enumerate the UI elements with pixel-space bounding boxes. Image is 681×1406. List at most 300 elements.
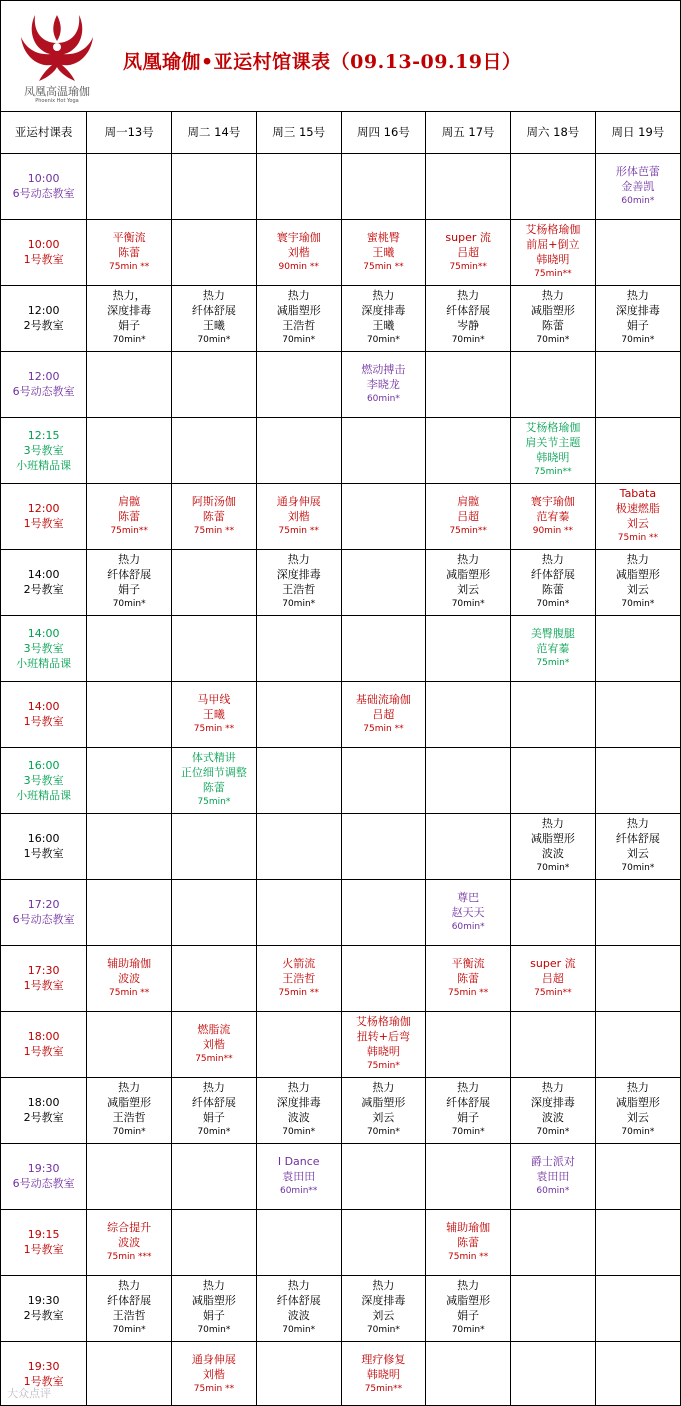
class-cell: [511, 615, 596, 681]
class-info: 深度排毒: [361, 304, 406, 317]
class-info: 热力: [202, 1279, 225, 1292]
time-room-cell: [1, 615, 87, 681]
class-duration: 70min*: [451, 1127, 485, 1137]
empty-cell: [341, 1143, 426, 1209]
class-time: 14:00: [27, 568, 60, 581]
class-cell: [426, 879, 511, 945]
class-cell: [172, 1341, 257, 1406]
schedule-row: [1, 747, 680, 813]
class-info: 燃脂流: [197, 1022, 231, 1036]
class-cell: [172, 1077, 257, 1143]
room-label: 1号教室: [23, 517, 64, 530]
class-duration: 70min*: [282, 599, 316, 609]
empty-cell: [172, 153, 257, 219]
header-cell-tue: 周二 14号: [172, 112, 257, 153]
schedule-row: [1, 1011, 680, 1077]
empty-cell: [172, 351, 257, 417]
class-info: 基础流瑜伽: [355, 692, 411, 706]
class-cell: [172, 1275, 257, 1341]
class-duration: 75min **: [448, 987, 489, 998]
class-duration: 70min*: [112, 335, 146, 345]
class-duration: 70min*: [197, 335, 231, 345]
empty-cell: [595, 1275, 680, 1341]
class-duration: 75min **: [109, 261, 150, 272]
class-duration: 60min*: [451, 921, 485, 932]
time-room-cell: [1, 1209, 87, 1275]
class-duration: 75min **: [278, 987, 319, 998]
schedule-row: [1, 153, 680, 219]
empty-cell: [341, 549, 426, 615]
schedule-row: [1, 417, 680, 483]
watermark-text: 大众点评: [7, 1387, 51, 1400]
class-info: 韩晓明: [536, 253, 570, 266]
class-duration: 75min **: [193, 1383, 235, 1394]
header-cell-sun: 周日 19号: [595, 112, 680, 153]
class-cell: [256, 219, 341, 285]
class-duration: 90min **: [532, 525, 574, 536]
time-room-cell: [1, 681, 87, 747]
schedule-row: [1, 285, 680, 351]
class-cell: [256, 549, 341, 615]
empty-cell: [426, 747, 511, 813]
class-info: 减脂塑形: [361, 1096, 406, 1109]
class-info: 减脂塑形: [530, 304, 575, 317]
empty-cell: [511, 1209, 596, 1275]
class-duration: 70min*: [282, 335, 316, 345]
class-duration: 60min*: [536, 1185, 570, 1196]
class-info: 刘楷: [202, 1367, 225, 1381]
class-cell: [595, 153, 680, 219]
class-duration: 75min**: [534, 467, 572, 477]
class-info: 波波: [287, 1309, 310, 1322]
class-duration: 75min **: [617, 533, 659, 543]
time-room-cell: [1, 1143, 87, 1209]
class-duration: 70min*: [197, 1325, 231, 1335]
class-cell: [426, 1275, 511, 1341]
header-cell-wed: 周三 15号: [256, 112, 341, 153]
class-info: 热力: [541, 289, 564, 302]
time-room-cell: [1, 1275, 87, 1341]
class-cell: [172, 1011, 257, 1077]
schedule-row: [1, 879, 680, 945]
schedule-body: [1, 153, 680, 1406]
empty-cell: [87, 417, 172, 483]
class-info: 热力: [541, 817, 564, 830]
class-info: 热力: [118, 553, 141, 566]
class-info: 陈蕾: [541, 583, 564, 596]
class-info: 肩髋: [118, 494, 141, 508]
class-info: 极速燃脂: [615, 502, 660, 515]
room-label: 6号动态教室: [12, 1177, 75, 1190]
class-info: 热力: [202, 289, 225, 302]
time-room-cell: [1, 483, 87, 549]
empty-cell: [426, 681, 511, 747]
empty-cell: [341, 1209, 426, 1275]
empty-cell: [341, 615, 426, 681]
class-info: 李晓龙: [366, 377, 400, 391]
empty-cell: [595, 219, 680, 285]
class-info: 蜜桃臀: [366, 230, 400, 244]
class-time: 12:00: [27, 370, 60, 383]
class-cell: [172, 747, 257, 813]
class-info: super 流: [445, 230, 491, 244]
class-time: 17:20: [27, 898, 60, 911]
class-duration: 70min*: [451, 1325, 485, 1335]
class-info: 热力: [118, 1279, 141, 1292]
empty-cell: [341, 417, 426, 483]
schedule-row: [1, 1341, 680, 1406]
class-info: 陈蕾: [457, 1235, 480, 1249]
class-cell: [595, 285, 680, 351]
class-cell: [341, 681, 426, 747]
class-cell: [511, 285, 596, 351]
class-info: 肩关节主题: [525, 436, 581, 449]
class-duration: 75min**: [364, 1383, 403, 1394]
empty-cell: [87, 1011, 172, 1077]
class-duration: 60min**: [279, 1185, 318, 1196]
class-duration: 75min **: [193, 525, 235, 536]
class-info: 热力: [626, 1081, 649, 1094]
empty-cell: [341, 813, 426, 879]
schedule-row: [1, 945, 680, 1011]
class-info: 热力: [626, 817, 649, 830]
empty-cell: [426, 1011, 511, 1077]
class-info: 热力: [457, 1081, 480, 1094]
class-cell: [256, 483, 341, 549]
class-info: 纤体舒展: [276, 1294, 321, 1307]
class-info: 纤体舒展: [615, 832, 660, 845]
class-duration: 90min **: [278, 261, 319, 272]
class-duration: 70min*: [366, 335, 400, 345]
class-info: 韩晓明: [366, 1045, 400, 1058]
class-info: 深度排毒: [615, 304, 660, 317]
class-info: 热力，: [112, 289, 146, 302]
empty-cell: [595, 747, 680, 813]
class-info: 热力: [626, 553, 649, 566]
room-label: 小班精品课: [16, 788, 72, 802]
empty-cell: [256, 1341, 341, 1406]
class-time: 10:00: [27, 172, 60, 185]
class-duration: 60min*: [621, 195, 655, 206]
empty-cell: [87, 813, 172, 879]
class-info: 深度排毒: [276, 1096, 321, 1109]
class-cell: [87, 483, 172, 549]
class-info: 刘云: [372, 1309, 395, 1322]
class-time: 19:30: [27, 1294, 60, 1307]
schedule-row: [1, 615, 680, 681]
room-label: 小班精品课: [16, 458, 72, 472]
class-duration: 70min*: [366, 1127, 400, 1137]
class-duration: 75min **: [109, 987, 150, 998]
class-cell: [426, 285, 511, 351]
class-time: 16:00: [27, 832, 60, 845]
class-info: 寰宇瑜伽: [276, 230, 321, 244]
class-cell: [511, 219, 596, 285]
class-cell: [426, 945, 511, 1011]
empty-cell: [172, 879, 257, 945]
class-cell: [87, 285, 172, 351]
class-duration: 75min ***: [106, 1251, 152, 1262]
class-duration: 70min*: [536, 599, 570, 609]
class-cell: [511, 945, 596, 1011]
empty-cell: [595, 1143, 680, 1209]
class-duration: 75min*: [536, 657, 570, 668]
class-duration: 75min **: [448, 1251, 489, 1262]
empty-cell: [426, 1341, 511, 1406]
empty-cell: [87, 879, 172, 945]
empty-cell: [595, 1209, 680, 1275]
class-info: 辅助瑜伽: [107, 956, 152, 970]
class-cell: [426, 549, 511, 615]
class-info: 刘云: [626, 847, 649, 860]
class-info: 热力: [457, 289, 480, 302]
class-cell: [341, 1011, 426, 1077]
class-info: 陈蕾: [541, 319, 564, 332]
class-info: 深度排毒: [530, 1096, 575, 1109]
empty-cell: [87, 615, 172, 681]
empty-cell: [511, 747, 596, 813]
empty-cell: [87, 1341, 172, 1406]
class-cell: [87, 549, 172, 615]
class-info: 刘云: [457, 583, 480, 596]
logo-chinese-text: 凤凰高温瑜伽: [24, 85, 90, 98]
class-info: 陈蕾: [202, 781, 225, 794]
class-cell: [511, 417, 596, 483]
class-duration: 75min**: [449, 525, 487, 536]
room-label: 1号教室: [23, 1243, 64, 1256]
class-info: 寰宇瑜伽: [530, 494, 575, 508]
class-cell: [511, 1143, 596, 1209]
time-room-cell: [1, 1011, 87, 1077]
class-info: 纤体舒展: [446, 1096, 491, 1109]
class-info: 金善凯: [621, 179, 655, 193]
class-info: 陈蕾: [202, 509, 225, 523]
class-info: super 流: [530, 956, 576, 970]
class-cell: [256, 1077, 341, 1143]
class-info: 肩髋: [457, 494, 480, 508]
room-label: 6号动态教室: [12, 187, 75, 200]
class-time: 12:00: [27, 502, 60, 515]
empty-cell: [256, 153, 341, 219]
empty-cell: [172, 945, 257, 1011]
class-info: 刘云: [626, 517, 649, 530]
header-cell-sat: 周六 18号: [511, 112, 596, 153]
class-duration: 70min*: [282, 1127, 316, 1137]
class-cell: [426, 219, 511, 285]
class-duration: 70min*: [621, 863, 655, 873]
class-cell: [172, 483, 257, 549]
class-info: 减脂塑形: [530, 832, 575, 845]
class-info: 热力: [287, 1279, 310, 1292]
class-info: 减脂塑形: [446, 568, 491, 581]
class-info: 减脂塑形: [615, 1096, 660, 1109]
room-label: 2号教室: [23, 583, 64, 596]
class-info: 减脂塑形: [446, 1294, 491, 1307]
class-info: 娟子: [202, 1111, 225, 1124]
class-cell: [511, 549, 596, 615]
class-info: 火箭流: [282, 956, 316, 970]
room-label: 小班精品课: [16, 656, 72, 670]
phoenix-icon: [19, 7, 95, 83]
class-info: 范宥蓁: [536, 641, 570, 655]
class-info: 纤体舒展: [107, 568, 152, 581]
class-cell: [426, 1077, 511, 1143]
schedule-row: [1, 1143, 680, 1209]
class-time: 18:00: [27, 1030, 60, 1043]
empty-cell: [172, 219, 257, 285]
class-duration: 70min*: [112, 599, 146, 609]
class-info: 王浩哲: [282, 971, 316, 985]
empty-cell: [595, 945, 680, 1011]
empty-cell: [256, 681, 341, 747]
time-room-cell: [1, 153, 87, 219]
class-info: 王曦: [372, 245, 395, 259]
class-time: 19:30: [27, 1360, 60, 1373]
empty-cell: [426, 615, 511, 681]
class-info: 刘楷: [202, 1037, 225, 1051]
class-info: 王浩哲: [112, 1111, 146, 1124]
class-info: 热力: [541, 553, 564, 566]
class-info: 通身伸展: [191, 1352, 236, 1366]
class-cell: [341, 1341, 426, 1406]
class-cell: [511, 813, 596, 879]
class-info: 陈蕾: [457, 971, 480, 985]
class-info: 王浩哲: [112, 1309, 146, 1322]
header-cell-mon: 周一13号: [87, 112, 172, 153]
empty-cell: [87, 1143, 172, 1209]
room-label: 3号教室: [23, 773, 64, 787]
room-label: 2号教室: [23, 1309, 64, 1322]
class-info: 体式精讲: [191, 751, 236, 764]
class-info: 陈蕾: [118, 245, 141, 259]
class-cell: [511, 483, 596, 549]
class-cell: [87, 1209, 172, 1275]
empty-cell: [426, 351, 511, 417]
empty-cell: [511, 1011, 596, 1077]
class-info: 袁田田: [282, 1169, 316, 1183]
class-info: 娟子: [118, 319, 141, 332]
class-info: 马甲线: [197, 692, 231, 706]
empty-cell: [256, 747, 341, 813]
empty-cell: [87, 681, 172, 747]
schedule-row: [1, 219, 680, 285]
class-info: 热力: [372, 1279, 395, 1292]
time-room-cell: [1, 1077, 87, 1143]
header-cell-venue: 亚运村课表: [1, 112, 87, 153]
class-info: 艾杨格瑜伽: [355, 1015, 411, 1028]
class-info: 陈蕾: [118, 509, 141, 523]
class-info: 纤体舒展: [191, 1096, 236, 1109]
class-info: 热力: [287, 289, 310, 302]
empty-cell: [341, 483, 426, 549]
class-info: 正位细节调整: [180, 766, 247, 779]
class-info: 袁田田: [536, 1169, 570, 1183]
time-room-cell: [1, 351, 87, 417]
schedule-row: [1, 1209, 680, 1275]
empty-cell: [595, 351, 680, 417]
class-info: 通身伸展: [276, 494, 321, 508]
header-cell-thu: 周四 16号: [341, 112, 426, 153]
class-duration: 70min*: [621, 1127, 655, 1137]
header-cell-fri: 周五 17号: [426, 112, 511, 153]
room-label: 6号动态教室: [12, 913, 75, 926]
class-info: 燃动搏击: [361, 362, 406, 376]
room-label: 2号教室: [23, 1111, 64, 1124]
class-info: 热力: [372, 289, 395, 302]
empty-cell: [341, 879, 426, 945]
empty-cell: [256, 417, 341, 483]
class-info: 减脂塑形: [276, 304, 321, 317]
class-duration: 70min*: [197, 1127, 231, 1137]
class-duration: 70min*: [282, 1325, 316, 1335]
empty-cell: [341, 747, 426, 813]
class-info: 爵士派对: [530, 1154, 575, 1168]
class-duration: 75min**: [534, 269, 572, 279]
empty-cell: [511, 1275, 596, 1341]
class-info: 韩晓明: [366, 1367, 400, 1381]
class-duration: 75min **: [193, 723, 235, 734]
class-info: 赵天天: [451, 905, 485, 919]
empty-cell: [426, 417, 511, 483]
empty-cell: [256, 351, 341, 417]
class-info: 纤体舒展: [530, 568, 575, 581]
empty-cell: [595, 1011, 680, 1077]
header: [1, 1, 680, 112]
class-cell: [87, 945, 172, 1011]
class-info: 尊巴: [457, 890, 480, 904]
class-duration: 75min**: [449, 261, 487, 272]
class-info: 娟子: [626, 319, 649, 332]
class-cell: [341, 1275, 426, 1341]
class-info: 深度排毒: [361, 1294, 406, 1307]
empty-cell: [511, 351, 596, 417]
class-info: 热力: [541, 1081, 564, 1094]
class-cell: [511, 1077, 596, 1143]
class-cell: [87, 1275, 172, 1341]
empty-cell: [595, 417, 680, 483]
class-info: 热力: [626, 289, 649, 302]
logo-english-text: Phoenix Hot Yoga: [35, 98, 79, 104]
class-info: 岑静: [457, 319, 480, 332]
empty-cell: [511, 681, 596, 747]
class-cell: [256, 1275, 341, 1341]
empty-cell: [87, 351, 172, 417]
class-info: 前屈+倒立: [526, 238, 580, 251]
class-cell: [595, 549, 680, 615]
class-info: 热力: [202, 1081, 225, 1094]
class-cell: [341, 219, 426, 285]
class-duration: 60min*: [366, 393, 400, 404]
class-time: 17:30: [27, 964, 60, 977]
class-info: 热力: [457, 553, 480, 566]
class-info: 王浩哲: [282, 319, 316, 332]
class-duration: 75min*: [197, 797, 231, 807]
time-room-cell: [1, 813, 87, 879]
class-info: 热力: [372, 1081, 395, 1094]
class-info: 吕超: [457, 509, 480, 523]
class-info: 刘楷: [287, 245, 310, 259]
empty-cell: [172, 1209, 257, 1275]
room-label: 1号教室: [23, 979, 64, 992]
class-info: 王曦: [202, 319, 225, 332]
time-room-cell: [1, 417, 87, 483]
room-label: 2号教室: [23, 319, 64, 332]
empty-cell: [341, 153, 426, 219]
class-time: 19:15: [27, 1228, 60, 1241]
class-info: 娟子: [457, 1309, 480, 1322]
schedule-row: [1, 1275, 680, 1341]
class-time: 16:00: [27, 758, 60, 772]
